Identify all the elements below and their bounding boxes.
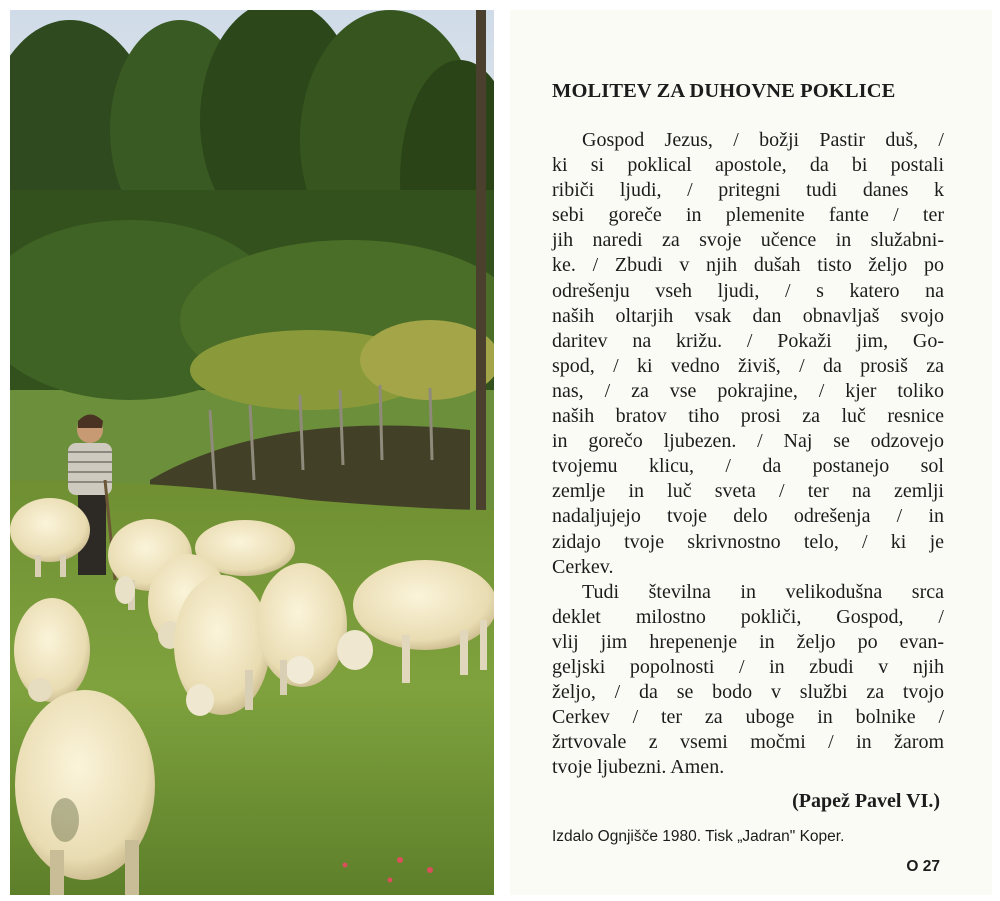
text-line: Cerkev. bbox=[552, 555, 614, 578]
text-line: žrtvovale z vsemi močmi / in žarom bbox=[552, 731, 944, 754]
text-line: ki si poklical apostole, da bi postali bbox=[552, 154, 944, 177]
text-line: nadaljujejo tvoje delo odrešenja / in bbox=[552, 505, 944, 528]
signature-attribution: (Papež Pavel VI.) bbox=[792, 790, 940, 812]
text-line: nas, / za vse pokrajine, / kjer toliko bbox=[552, 379, 944, 402]
text-line: ribiči ljudi, / pritegni tudi danes k bbox=[552, 179, 944, 202]
text-line: naših oltarjih vsak dan obnavljaš svojo bbox=[552, 304, 944, 327]
wooden-pole bbox=[476, 10, 486, 550]
text-line: daritev na križu. / Pokaži jim, Go- bbox=[552, 329, 944, 352]
text-line: vlij jim hrepenenje in željo po evan- bbox=[552, 630, 944, 653]
publisher-line: Izdalo Ognjišče 1980. Tisk „Jadran" Koper. bbox=[552, 828, 845, 845]
text-line: tvojemu klicu, / da postanejo sol bbox=[552, 455, 944, 478]
text-line: geljski popolnosti / in zbudi v njih bbox=[552, 655, 944, 678]
text-line: ke. / Zbudi v njih dušah tisto željo po bbox=[552, 254, 944, 277]
prayer-paragraph-1 bbox=[552, 128, 944, 580]
prayer-body bbox=[552, 128, 944, 780]
text-line: zemlje in luč sveta / ter na zemlji bbox=[552, 480, 944, 503]
card-code: O 27 bbox=[906, 858, 940, 875]
text-line: naših bratov tiho prosi za luč resnice bbox=[552, 405, 944, 428]
sheep bbox=[14, 598, 90, 702]
text-line: zidajo tvoje skrivnostno telo, / ki je bbox=[552, 530, 944, 553]
text-line: Gospod Jezus, / božji Pastir duš, / bbox=[582, 129, 944, 151]
text-line: in gorečo ljubezen. / Naj se odzovejo bbox=[552, 430, 944, 453]
prayer-paragraph-2 bbox=[552, 580, 944, 781]
shepherd-with-sheep-image bbox=[10, 10, 494, 895]
text-line: Cerkev / ter za uboge in bolnike / bbox=[552, 706, 944, 729]
text-line: deklet milostno pokliči, Gospod, / bbox=[552, 605, 944, 628]
text-line: sebi goreče in plemenite fante / ter bbox=[552, 204, 944, 227]
photo-illustration bbox=[10, 10, 494, 895]
prayer-title: MOLITEV ZA DUHOVNE POKLICE bbox=[552, 80, 896, 102]
text-line: odrešenju vseh ljudi, / s katero na bbox=[552, 279, 944, 302]
text-line: Tudi številna in velikodušna srca bbox=[582, 580, 944, 603]
text-line: spod, / ki vedno živiš, / da prosiš za bbox=[552, 354, 944, 377]
text-line: željo, / da se bodo v službi za tvojo bbox=[552, 681, 944, 704]
text-line: tvoje ljubezni. Amen. bbox=[552, 756, 725, 779]
tree-foliage bbox=[10, 10, 494, 410]
text-line: jih naredi za svoje učence in služabni- bbox=[552, 229, 944, 252]
sheep bbox=[174, 575, 270, 716]
prayer-text-card bbox=[510, 10, 992, 895]
